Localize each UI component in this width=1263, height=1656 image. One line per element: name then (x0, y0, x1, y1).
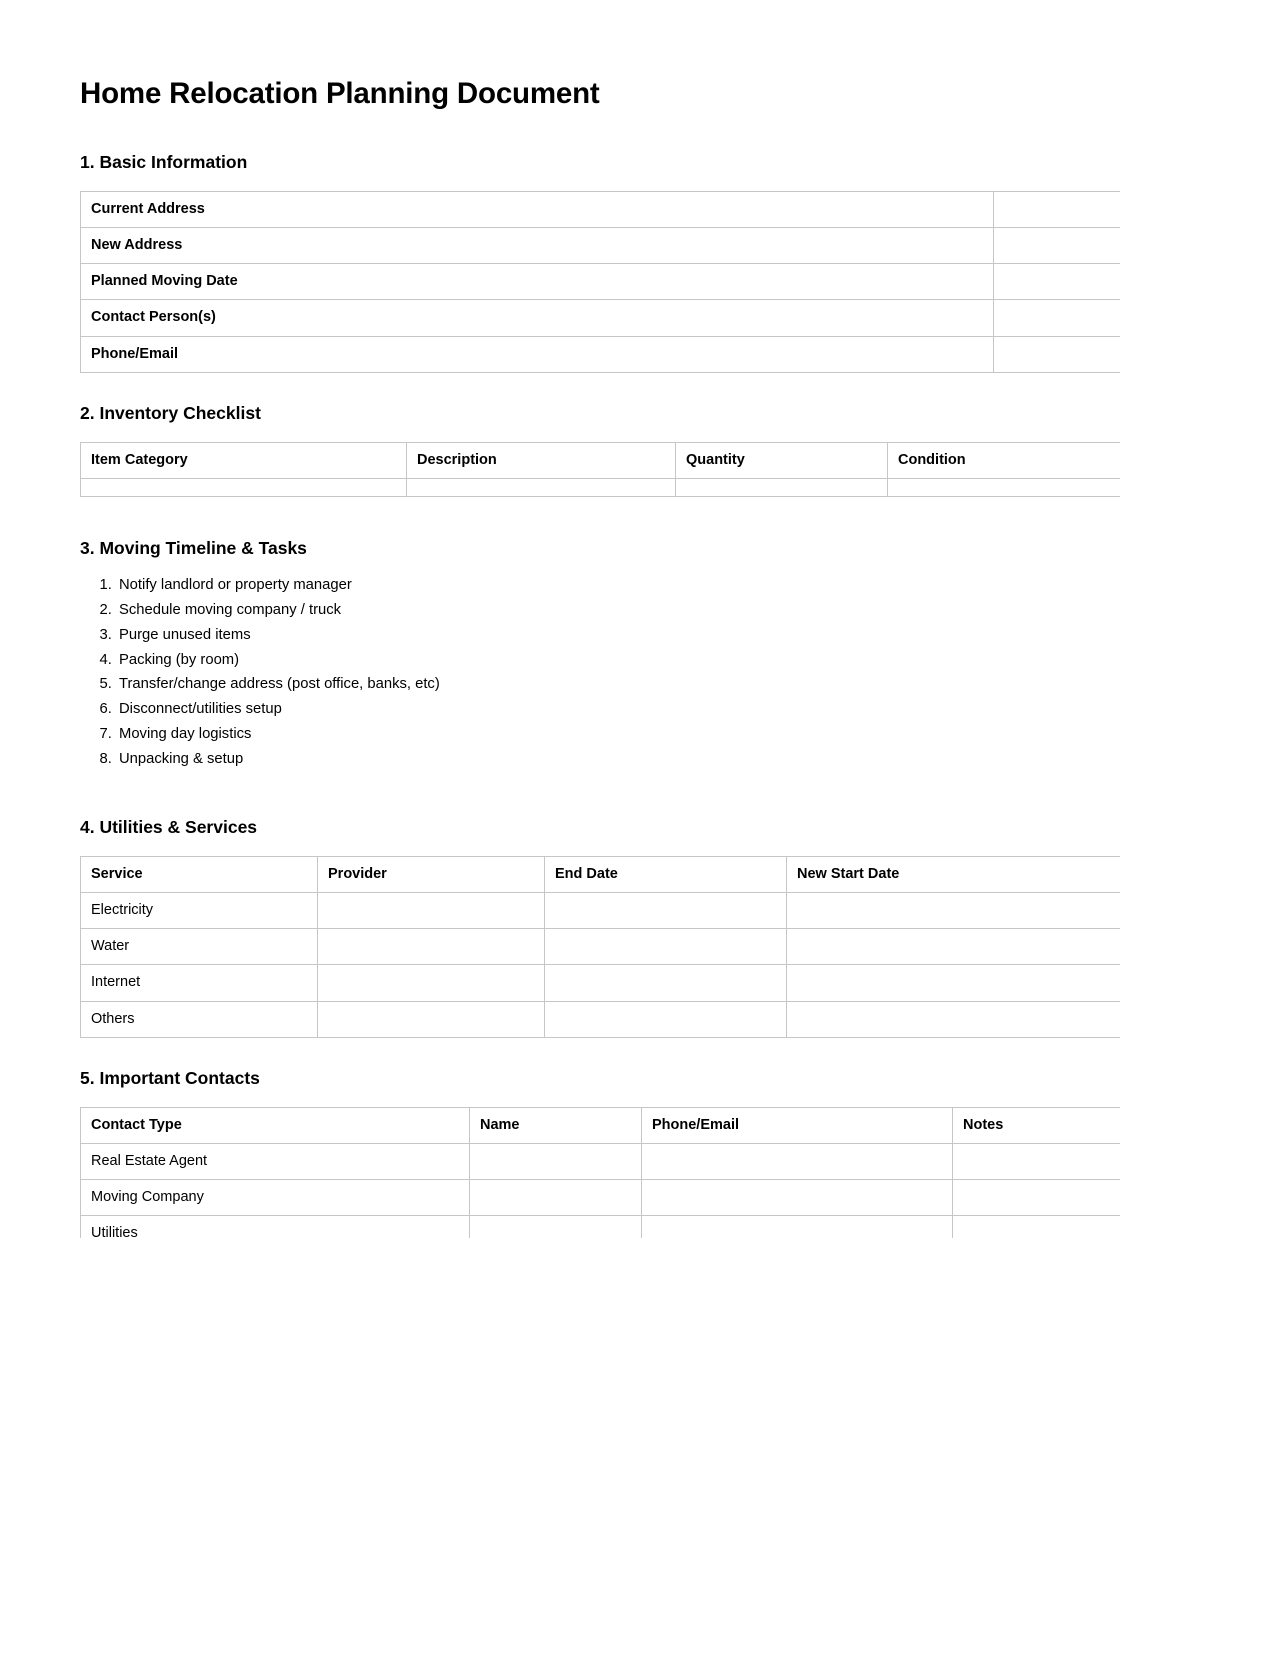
page-title: Home Relocation Planning Document (80, 77, 600, 110)
cell-provider[interactable] (318, 893, 545, 929)
utilities-services-table (80, 856, 1120, 1038)
column-header: End Date (545, 857, 787, 893)
table-row (81, 479, 1121, 497)
section-basic-information (80, 152, 1120, 373)
row-value-field[interactable] (994, 300, 1121, 336)
column-header: New Start Date (787, 857, 1121, 893)
list-item: 5. Transfer/change address (post office, banks, etc) (116, 672, 1120, 697)
cell-contact-type: Moving Company (81, 1180, 470, 1216)
column-header: Provider (318, 857, 545, 893)
cell-item-category[interactable] (81, 479, 407, 497)
table-row (81, 300, 1121, 336)
table-row (81, 264, 1121, 300)
column-header: Notes (953, 1108, 1121, 1144)
row-label: Phone/Email (81, 336, 994, 372)
table-row (81, 1001, 1121, 1037)
table-row (81, 336, 1121, 372)
cell-notes[interactable] (953, 1144, 1121, 1180)
cell-end-date[interactable] (545, 1001, 787, 1037)
basic-information-table (80, 191, 1120, 373)
column-header: Name (470, 1108, 642, 1144)
list-item: 4. Packing (by room) (116, 648, 1120, 673)
row-value-field[interactable] (994, 336, 1121, 372)
cell-phone-email[interactable] (642, 1180, 953, 1216)
cell-service: Internet (81, 965, 318, 1001)
row-label: Planned Moving Date (81, 264, 994, 300)
cell-end-date[interactable] (545, 893, 787, 929)
table-row (81, 1180, 1121, 1216)
table-header-row (81, 1108, 1121, 1144)
section-heading: 1. Basic Information (80, 152, 248, 172)
section-inventory-checklist (80, 403, 1120, 497)
cell-name[interactable] (470, 1216, 642, 1238)
row-value-field[interactable] (994, 228, 1121, 264)
cell-provider[interactable] (318, 1001, 545, 1037)
column-header: Description (407, 443, 676, 479)
list-item: 8. Unpacking & setup (116, 747, 1120, 772)
cell-name[interactable] (470, 1180, 642, 1216)
list-item: 1. Notify landlord or property manager (116, 573, 1120, 598)
cell-end-date[interactable] (545, 965, 787, 1001)
table-row (81, 228, 1121, 264)
cell-notes[interactable] (953, 1216, 1121, 1238)
table-row (81, 965, 1121, 1001)
row-value-field[interactable] (994, 264, 1121, 300)
section-heading: 2. Inventory Checklist (80, 403, 261, 423)
section-important-contacts (80, 1068, 1120, 1238)
list-item: 6. Disconnect/utilities setup (116, 697, 1120, 722)
cell-phone-email[interactable] (642, 1216, 953, 1238)
table-row (81, 893, 1121, 929)
cell-new-start-date[interactable] (787, 1001, 1121, 1037)
cell-end-date[interactable] (545, 929, 787, 965)
section-heading: 3. Moving Timeline & Tasks (80, 538, 307, 558)
cell-quantity[interactable] (676, 479, 888, 497)
cell-notes[interactable] (953, 1180, 1121, 1216)
table-header-row (81, 443, 1121, 479)
row-label: Current Address (81, 192, 994, 228)
cell-contact-type: Utilities (81, 1216, 470, 1238)
column-header: Item Category (81, 443, 407, 479)
cell-new-start-date[interactable] (787, 893, 1121, 929)
table-row (81, 1144, 1121, 1180)
moving-task-list (80, 573, 1120, 772)
row-label: New Address (81, 228, 994, 264)
column-header: Contact Type (81, 1108, 470, 1144)
cell-provider[interactable] (318, 965, 545, 1001)
column-header: Phone/Email (642, 1108, 953, 1144)
section-heading: 4. Utilities & Services (80, 817, 258, 837)
section-utilities-services (80, 817, 1120, 1038)
list-item: 3. Purge unused items (116, 623, 1120, 648)
important-contacts-table (80, 1107, 1120, 1238)
cell-service: Water (81, 929, 318, 965)
table-row (81, 1216, 1121, 1238)
table-row (81, 192, 1121, 228)
section-heading: 5. Important Contacts (80, 1068, 260, 1088)
cell-new-start-date[interactable] (787, 929, 1121, 965)
row-value-field[interactable] (994, 192, 1121, 228)
cell-provider[interactable] (318, 929, 545, 965)
column-header: Condition (888, 443, 1121, 479)
document-content (80, 0, 1120, 1238)
list-item: 2. Schedule moving company / truck (116, 598, 1120, 623)
list-item: 7. Moving day logistics (116, 722, 1120, 747)
cell-condition[interactable] (888, 479, 1121, 497)
table-row (81, 929, 1121, 965)
cell-phone-email[interactable] (642, 1144, 953, 1180)
cell-service: Electricity (81, 893, 318, 929)
cell-description[interactable] (407, 479, 676, 497)
column-header: Service (81, 857, 318, 893)
column-header: Quantity (676, 443, 888, 479)
row-label: Contact Person(s) (81, 300, 994, 336)
cell-new-start-date[interactable] (787, 965, 1121, 1001)
cell-contact-type: Real Estate Agent (81, 1144, 470, 1180)
section-moving-timeline-tasks (80, 538, 1120, 772)
table-header-row (81, 857, 1121, 893)
cell-service: Others (81, 1001, 318, 1037)
cell-name[interactable] (470, 1144, 642, 1180)
inventory-checklist-table (80, 442, 1120, 497)
